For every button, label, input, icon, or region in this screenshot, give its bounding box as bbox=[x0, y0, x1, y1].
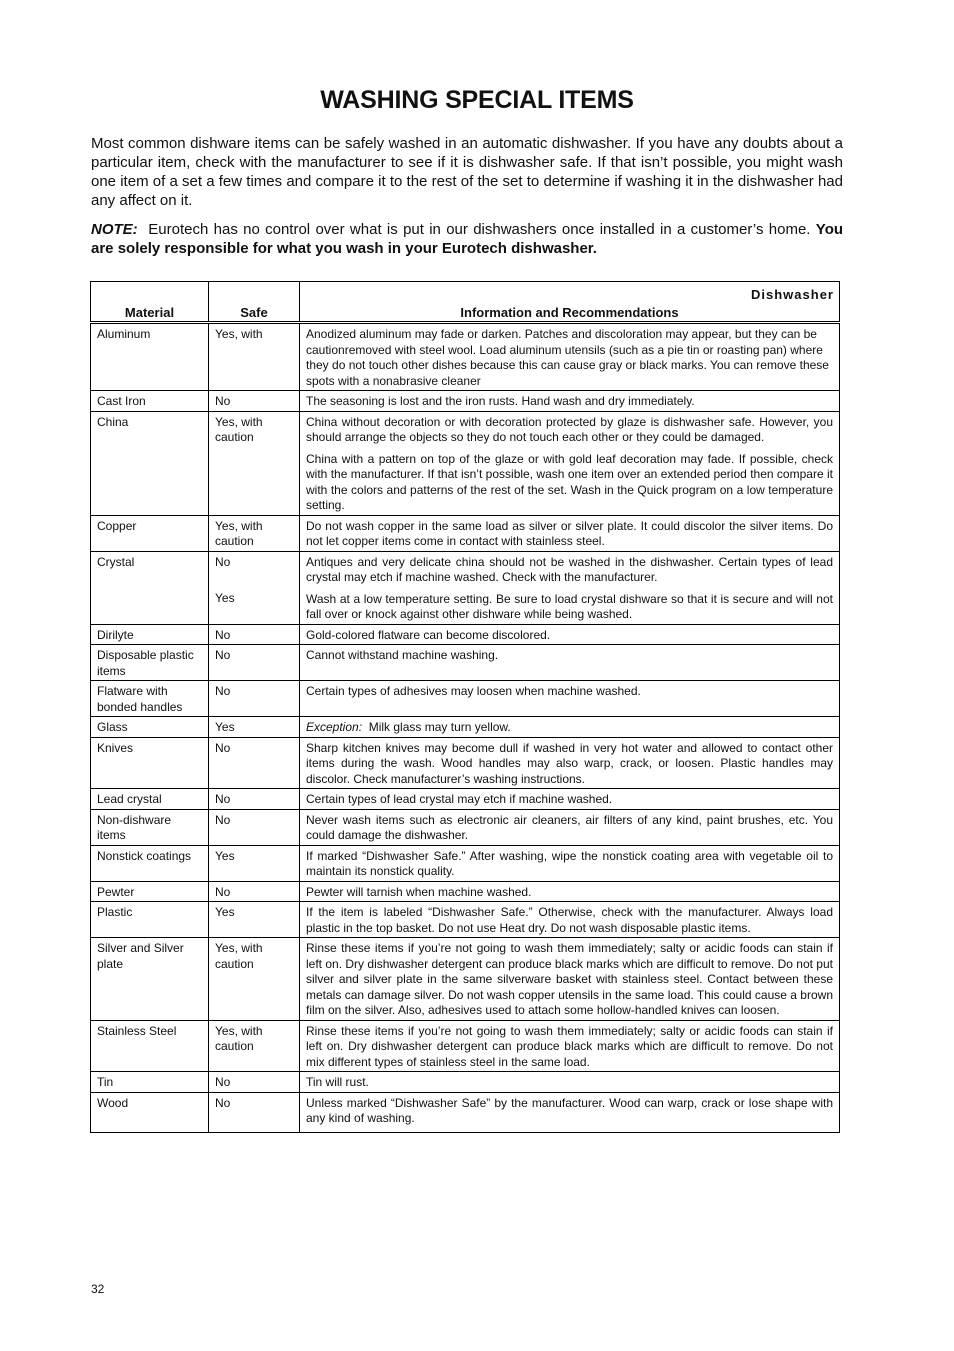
safe-cell: No bbox=[209, 737, 300, 789]
header-info-label: Information and Recommendations bbox=[460, 304, 679, 320]
header-dishwasher: Dishwasher bbox=[751, 287, 834, 302]
page-number: 32 bbox=[91, 1282, 105, 1296]
material-cell: Tin bbox=[91, 1072, 209, 1093]
material-cell: Copper bbox=[91, 515, 209, 551]
safe-cell: Yes, with caution bbox=[209, 1020, 300, 1072]
table-row bbox=[91, 1092, 840, 1132]
exception-label: Exception: bbox=[306, 720, 363, 734]
info-cell: Never wash items such as electronic air cleaners, air filters of any kind, paint brushes, etc. You could damage the dishwasher. bbox=[300, 809, 840, 845]
material-cell: Stainless Steel bbox=[91, 1020, 209, 1072]
info-cell: Cannot withstand machine washing. bbox=[300, 645, 840, 681]
material-cell: Non-dishware items bbox=[91, 809, 209, 845]
table-row bbox=[91, 1020, 840, 1072]
table-row bbox=[91, 789, 840, 810]
table-row bbox=[91, 902, 840, 938]
header-safe: Safe bbox=[209, 282, 300, 323]
special-items-table bbox=[90, 281, 840, 1133]
safe-cell: Yes, with caution bbox=[209, 411, 300, 515]
material-cell: China bbox=[91, 411, 209, 515]
info-cell bbox=[300, 551, 840, 624]
table-row bbox=[91, 737, 840, 789]
material-cell: Aluminum bbox=[91, 323, 209, 391]
info-cell: Certain types of adhesives may loosen when machine washed. bbox=[300, 681, 840, 717]
material-cell: Pewter bbox=[91, 881, 209, 902]
info-cell bbox=[300, 411, 840, 515]
info-cell: Sharp kitchen knives may become dull if washed in very hot water and allowed to contact other items during the wash. Wood handles may also warp, crack, or loosen. Plastic handles may discolor. Check manufacturer’s washing instructions. bbox=[300, 737, 840, 789]
info-cell: Certain types of lead crystal may etch if machine washed. bbox=[300, 789, 840, 810]
safe-cell: No bbox=[209, 624, 300, 645]
material-cell: Cast Iron bbox=[91, 391, 209, 412]
header-material: Material bbox=[91, 282, 209, 323]
material-cell: Wood bbox=[91, 1092, 209, 1132]
safe-cell: No bbox=[209, 681, 300, 717]
info-cell: Rinse these items if you’re not going to wash them immediately; salty or acidic foods can stain if left on. Dry dishwasher detergent can produce black marks which are difficult to remove. Do not put silver and silver plate in the same silverware basket with stainless steel. Contact between these metals can damage silver. Do not wash copper utensils in the same load. This could cause a brown film on the silver. Also, adhesives used to attach some hollow-handled knives can loosen. bbox=[300, 938, 840, 1021]
table-row bbox=[91, 515, 840, 551]
material-cell: Flatware with bonded handles bbox=[91, 681, 209, 717]
table-row bbox=[91, 881, 840, 902]
table-row bbox=[91, 845, 840, 881]
safe-value: Yes bbox=[215, 591, 235, 605]
safe-cell: No bbox=[209, 1092, 300, 1132]
safe-cell: Yes, with bbox=[209, 323, 300, 391]
safe-cell: No bbox=[209, 1072, 300, 1093]
material-cell: Knives bbox=[91, 737, 209, 789]
safe-cell: No bbox=[209, 809, 300, 845]
page-title: WASHING SPECIAL ITEMS bbox=[320, 86, 634, 114]
safe-cell bbox=[209, 551, 300, 624]
table-row bbox=[91, 323, 840, 391]
material-cell: Glass bbox=[91, 717, 209, 738]
note-bold-text: You are solely responsible for what you wash in your Eurotech dishwasher. bbox=[91, 221, 844, 257]
info-paragraph: Wash at a low temperature setting. Be sure to load crystal dishware so that it is secure and will not fall over or knock against other dishware while being washed. bbox=[306, 591, 833, 621]
material-cell: Nonstick coatings bbox=[91, 845, 209, 881]
info-cell: Anodized aluminum may fade or darken. Patches and discoloration may appear, but they can be cautionremoved with steel wool. Load aluminum utensils (such as a pie tin or roasting pan) where they do not touch other dishes because this can cause gray or black marks. You can remove these spots with a nonabrasive cleaner bbox=[300, 323, 840, 391]
material-cell: Dirilyte bbox=[91, 624, 209, 645]
info-cell: The seasoning is lost and the iron rusts. Hand wash and dry immediately. bbox=[300, 391, 840, 412]
table-row bbox=[91, 551, 840, 624]
info-paragraph: Antiques and very delicate china should not be washed in the dishwasher. Certain types of lead crystal may etch if machine washed. Check with the manufacturer. bbox=[306, 554, 833, 584]
safe-value: No bbox=[215, 554, 231, 569]
info-cell: Do not wash copper in the same load as silver or silver plate. It could discolor the silver items. Do not let copper items come in contact with stainless steel. bbox=[300, 515, 840, 551]
safe-cell: No bbox=[209, 881, 300, 902]
material-cell: Disposable plastic items bbox=[91, 645, 209, 681]
info-cell: Unless marked “Dishwasher Safe” by the manufacturer. Wood can warp, crack or lose shape with any kind of washing. bbox=[300, 1092, 840, 1132]
material-cell: Crystal bbox=[91, 551, 209, 624]
material-cell: Silver and Silver plate bbox=[91, 938, 209, 1021]
table-row bbox=[91, 1072, 840, 1093]
table-row bbox=[91, 717, 840, 738]
table-row bbox=[91, 809, 840, 845]
note-text: Eurotech has no control over what is put in our dishwashers once installed in a customer’s home. bbox=[148, 221, 811, 238]
info-cell bbox=[300, 717, 840, 738]
safe-cell: Yes bbox=[209, 717, 300, 738]
info-cell: Pewter will tarnish when machine washed. bbox=[300, 881, 840, 902]
safe-cell: No bbox=[209, 789, 300, 810]
info-paragraph: China with a pattern on top of the glaze or with gold leaf decoration may fade. If possible, check with the manufacturer. If that isn’t possible, wash one item over an extended period then compare it with the colors and patterns of the rest of the set. Wash in the Quick program on a low temperature setting. bbox=[306, 451, 833, 512]
safe-cell: Yes bbox=[209, 845, 300, 881]
header-info bbox=[300, 282, 840, 323]
table-row bbox=[91, 411, 840, 515]
table-row bbox=[91, 624, 840, 645]
safe-cell: Yes, with caution bbox=[209, 515, 300, 551]
info-cell: Tin will rust. bbox=[300, 1072, 840, 1093]
info-paragraph: China without decoration or with decoration protected by glaze is dishwasher safe. However, you should arrange the objects so they do not touch each other or they could be damaged. bbox=[306, 414, 833, 444]
info-cell: If marked “Dishwasher Safe.” After washing, wipe the nonstick coating area with vegetable oil to maintain its nonstick quality. bbox=[300, 845, 840, 881]
material-cell: Plastic bbox=[91, 902, 209, 938]
table-row bbox=[91, 681, 840, 717]
info-text: Milk glass may turn yellow. bbox=[368, 720, 511, 734]
note-paragraph bbox=[91, 220, 843, 258]
table-header-row bbox=[91, 282, 840, 323]
info-cell: Rinse these items if you’re not going to wash them immediately; salty or acidic foods can stain if left on. Dry dishwasher detergent can produce black marks which are difficult to remove. Do not mix different types of stainless steel in the same load. bbox=[300, 1020, 840, 1072]
safe-cell: Yes, with caution bbox=[209, 938, 300, 1021]
table-row bbox=[91, 938, 840, 1021]
intro-paragraph: Most common dishware items can be safely washed in an automatic dishwasher. If you have any doubts about a particular item, check with the manufacturer to see if it is dishwasher safe. If that isn’t possible, you might wash one item of a set a few times and compare it to the rest of the set to determine if washing it in the dishwasher had any affect on it. bbox=[91, 135, 843, 209]
safe-cell: Yes bbox=[209, 902, 300, 938]
info-cell: Gold-colored flatware can become discolored. bbox=[300, 624, 840, 645]
safe-cell: No bbox=[209, 645, 300, 681]
note-label: NOTE: bbox=[91, 221, 138, 238]
table-row bbox=[91, 645, 840, 681]
info-cell: If the item is labeled “Dishwasher Safe.” Otherwise, check with the manufacturer. Always load plastic in the top basket. Do not use Heat dry. Do not wash disposable plastic items. bbox=[300, 902, 840, 938]
table-row bbox=[91, 391, 840, 412]
material-cell: Lead crystal bbox=[91, 789, 209, 810]
safe-cell: No bbox=[209, 391, 300, 412]
